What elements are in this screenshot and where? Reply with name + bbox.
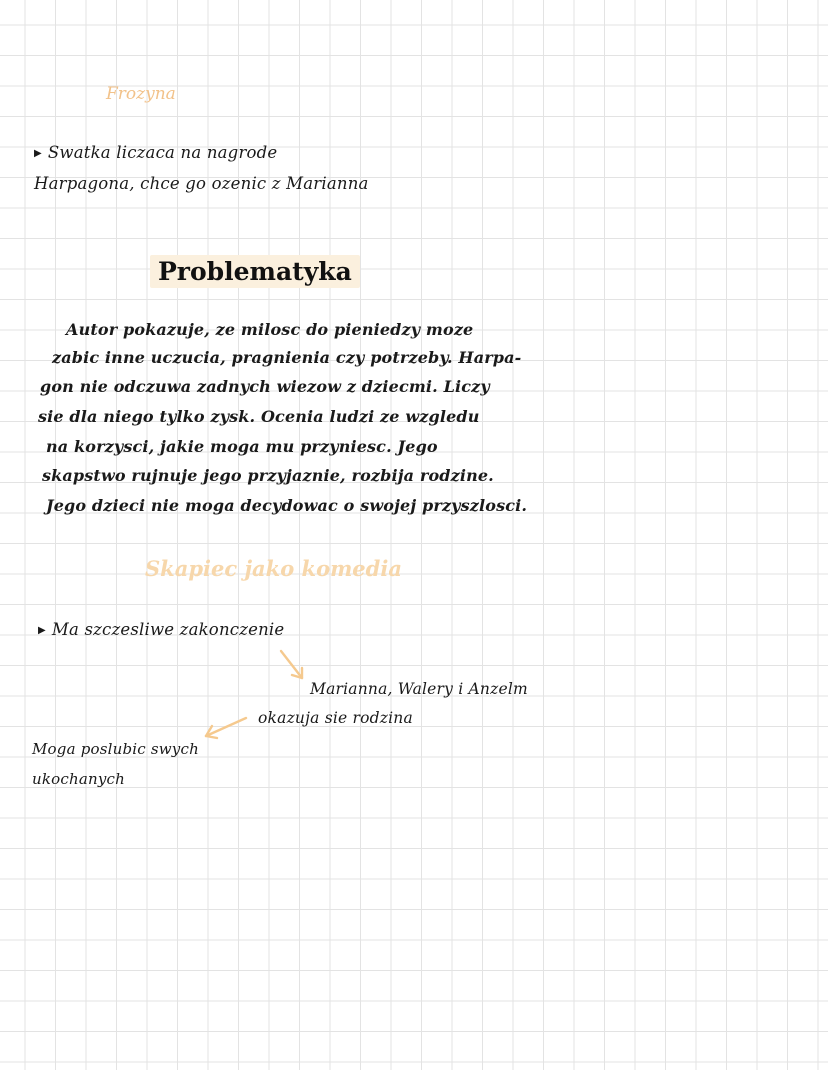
comedy-heading: Skapiec jako komedia xyxy=(145,556,402,581)
paragraph-line: gon nie odczuwa zadnych wiezow z dziecmi. Liczy xyxy=(40,377,490,396)
note-right-1: Marianna, Walery i Anzelm xyxy=(310,680,528,698)
note-right-2: okazuja sie rodzina xyxy=(258,709,413,727)
note-left-2: ukochanych xyxy=(32,770,125,788)
frosina-line-1-text: Swatka liczaca na nagrode xyxy=(47,143,278,162)
bullet-triangle-icon: ▶ xyxy=(34,148,42,159)
frosina-line-2: Harpagona, chce go ozenic z Marianna xyxy=(34,174,369,193)
frosina-line-1 xyxy=(34,143,277,162)
paragraph-line: zabic inne uczucia, pragnienia czy potrzeby. Harpa- xyxy=(52,348,522,367)
paragraph-line: Jego dzieci nie moga decydowac o swojej przyszlosci. xyxy=(46,496,528,515)
note-left-1: Moga poslubic swych xyxy=(32,740,199,758)
paragraph-line: sie dla niego tylko zysk. Ocenia ludzi ze wzgledu xyxy=(38,407,480,426)
paragraph-line: skapstwo rujnuje jego przyjaznie, rozbija rodzine. xyxy=(42,466,494,485)
arrow-down-left-icon xyxy=(198,714,250,744)
bullet-triangle-icon: ▶ xyxy=(38,625,46,636)
paragraph-line: Autor pokazuje, ze milosc do pieniedzy moze xyxy=(66,320,474,339)
problematics-heading: Problematyka xyxy=(150,255,360,288)
arrow-down-right-icon xyxy=(278,648,308,684)
frosina-heading: Frozyna xyxy=(106,84,176,104)
comedy-bullet-line xyxy=(38,620,284,639)
comedy-bullet-text: Ma szczesliwe zakonczenie xyxy=(51,620,285,639)
paragraph-line: na korzysci, jakie moga mu przyniesc. Jego xyxy=(46,437,438,456)
